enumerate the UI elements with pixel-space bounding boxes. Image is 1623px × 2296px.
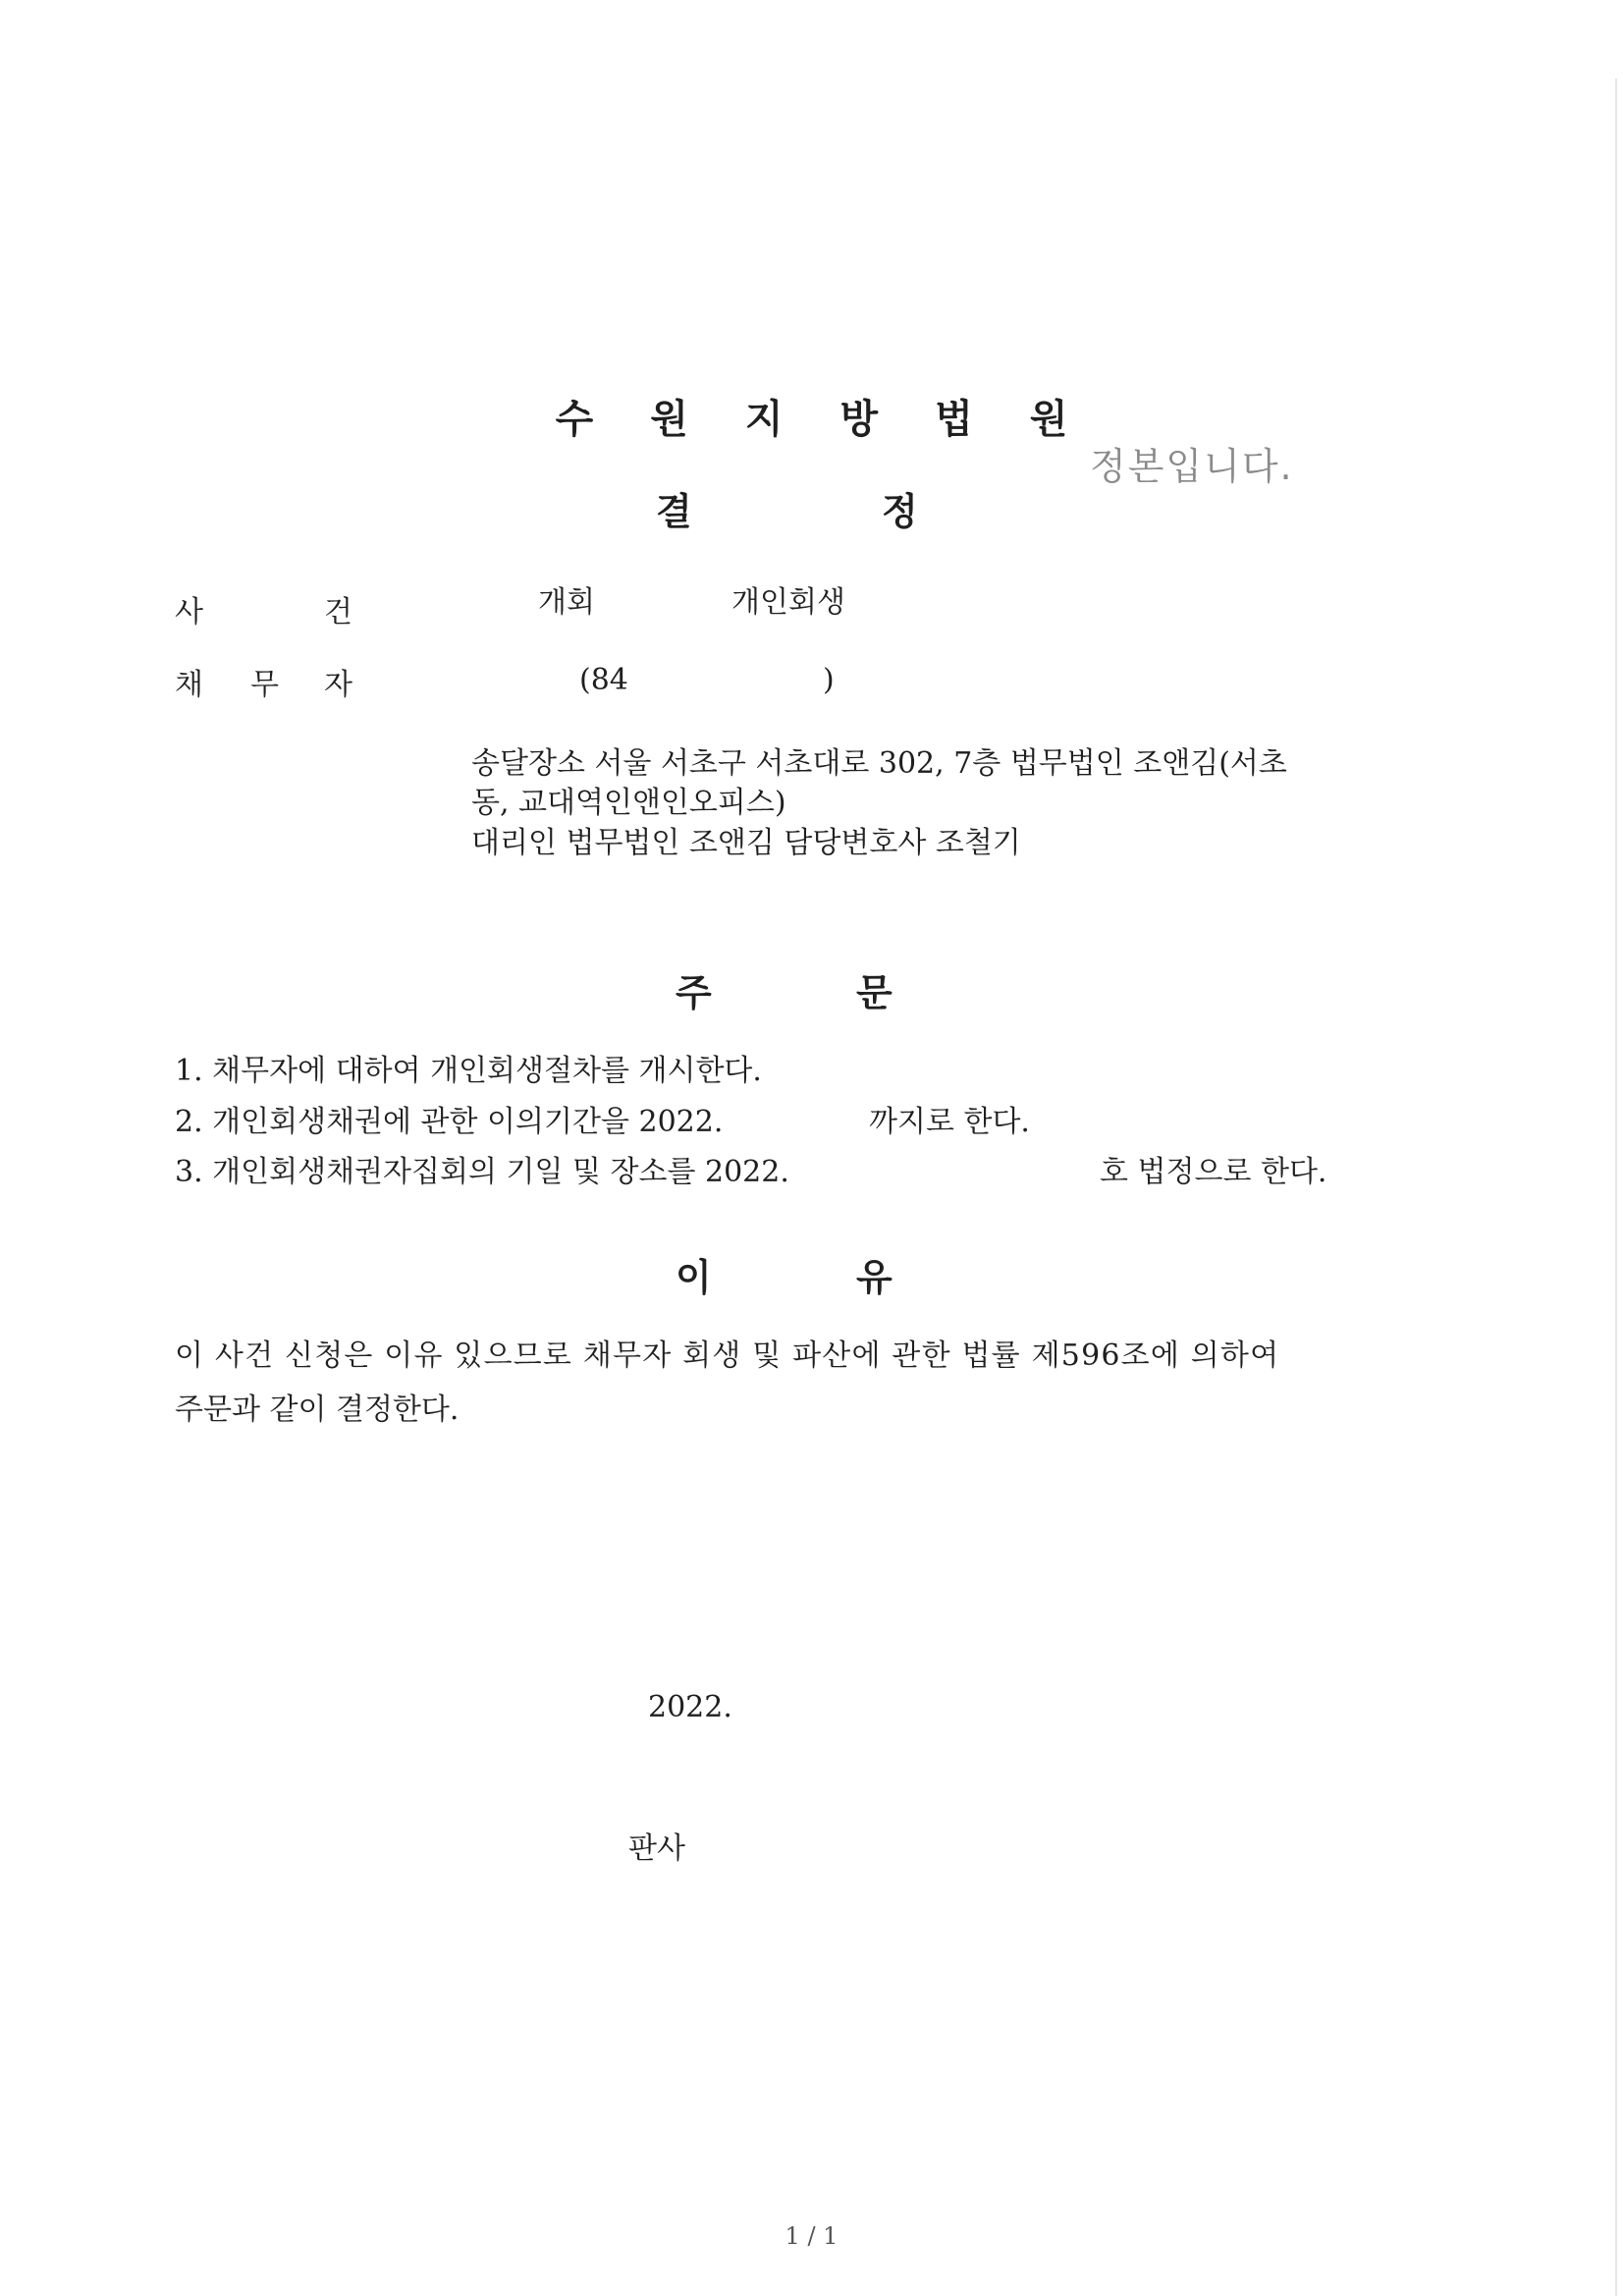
doc-type-char-2: 정 — [882, 490, 918, 533]
order-item-1: 1. 채무자에 대하여 개인회생절차를 개시한다. — [175, 1054, 762, 1088]
order-heading-char-2: 문 — [856, 971, 893, 1014]
case-label-char-1: 사 — [175, 595, 203, 629]
order-item-3-b: 호 법정으로 한다. — [1100, 1155, 1327, 1189]
debtor-address-line-1: 송달장소 서울 서초구 서초대로 302, 7층 법무법인 조앤김(서초 — [471, 746, 1287, 781]
order-item-2-b: 까지로 한다. — [869, 1105, 1030, 1139]
case-label-char-2: 건 — [324, 595, 352, 629]
decision-date: 2022. — [648, 1690, 732, 1724]
reason-heading-char-2: 유 — [856, 1256, 893, 1299]
certified-copy-stamp: 정본입니다. — [1090, 445, 1294, 488]
reason-line-1: 이 사건 신청은 이유 있으므로 채무자 회생 및 파산에 관한 법률 제596조에 의하여 — [175, 1339, 1280, 1373]
case-type-2: 개인회생 — [731, 585, 845, 620]
debtor-id-open: (84 — [579, 663, 628, 697]
order-item-2-a: 2. 개인회생채권에 관한 이의기간을 2022. — [175, 1105, 724, 1139]
doc-type-char-1: 결 — [656, 490, 692, 533]
order-heading-char-1: 주 — [676, 971, 712, 1014]
debtor-address-line-2: 동, 교대역인앤인오피스) — [471, 786, 786, 820]
reason-heading-char-1: 이 — [676, 1256, 712, 1299]
order-item-3-a: 3. 개인회생채권자집회의 기일 및 장소를 2022. — [175, 1155, 789, 1189]
debtor-label-char-2: 무 — [250, 668, 279, 702]
court-name: 수원지방법원 — [555, 397, 1125, 442]
page-number: 1 / 1 — [784, 2222, 839, 2250]
debtor-label-char-1: 채 — [175, 668, 203, 702]
judge-label: 판사 — [628, 1831, 685, 1866]
debtor-agent-line: 대리인 법무법인 조앤김 담당변호사 조철기 — [471, 826, 1021, 860]
debtor-id-close: ) — [823, 663, 835, 697]
case-type-1: 개회 — [538, 585, 595, 620]
reason-line-2: 주문과 같이 결정한다. — [175, 1393, 460, 1427]
debtor-label-char-3: 자 — [324, 668, 352, 702]
